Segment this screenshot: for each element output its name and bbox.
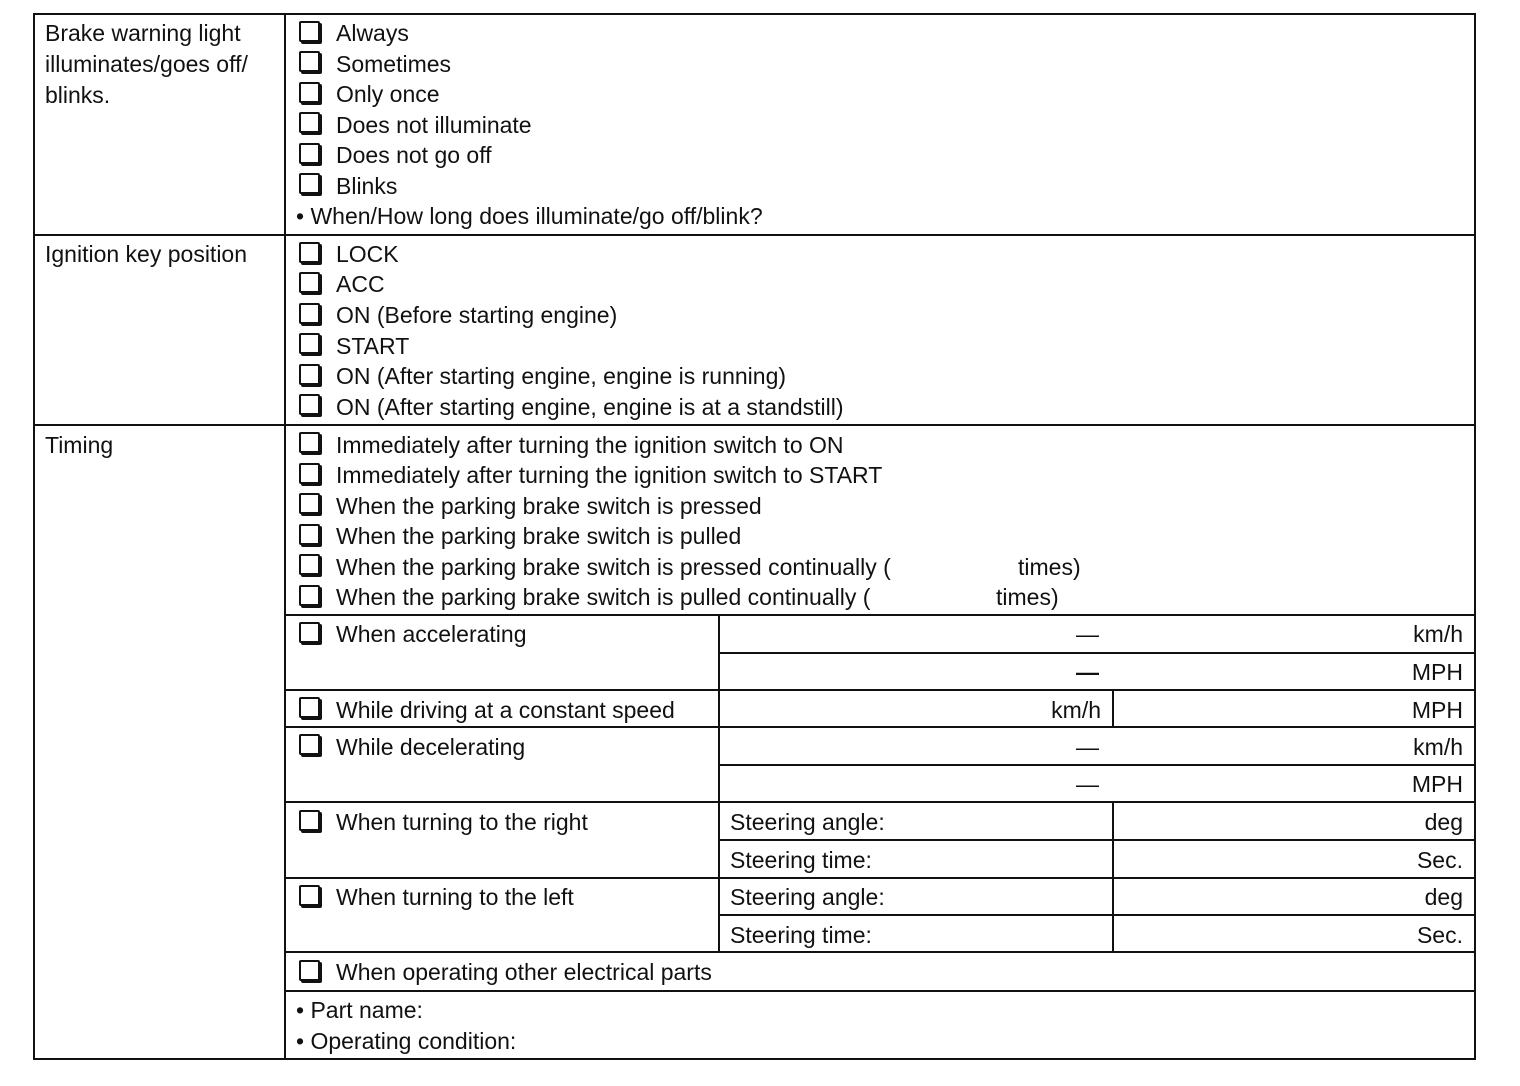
turning-left-label: When turning to the left — [336, 884, 574, 910]
checkbox-turning-right[interactable] — [299, 810, 320, 831]
turning-right-time-label: Steering time: — [730, 847, 872, 873]
brake-light-note: • When/How long does illuminate/go off/blink? — [296, 203, 763, 229]
row-divider — [284, 726, 1476, 728]
turning-left-angle-unit: deg — [1424, 884, 1463, 910]
option-does-not-illuminate: Does not illuminate — [336, 112, 532, 138]
decelerating-mph-dash: — — [1076, 771, 1099, 797]
checkbox-decelerating[interactable] — [299, 734, 320, 755]
checkbox-start[interactable] — [299, 333, 320, 354]
checkbox-on-engine-running[interactable] — [299, 364, 320, 385]
option-parking-brake-pressed: When the parking brake switch is pressed — [336, 493, 762, 519]
checkbox-acc[interactable] — [299, 272, 320, 293]
checkbox-on-engine-standstill[interactable] — [299, 394, 320, 415]
checkbox-parking-brake-pressed[interactable] — [299, 493, 320, 514]
checkbox-on-before-start[interactable] — [299, 303, 320, 324]
constant-speed-mph-unit: MPH — [1411, 697, 1463, 723]
option-only-once: Only once — [336, 81, 440, 107]
accelerating-label: When accelerating — [336, 621, 527, 647]
turning-right-angle-label: Steering angle: — [730, 809, 885, 835]
option-always: Always — [336, 20, 409, 46]
turning-right-label: When turning to the right — [336, 809, 588, 835]
other-electrical-parts-label: When operating other electrical parts — [336, 959, 712, 985]
option-parking-brake-pulled: When the parking brake switch is pulled — [336, 523, 742, 549]
option-lock: LOCK — [336, 241, 399, 267]
row-divider — [284, 689, 1476, 691]
accelerating-mph-dash: — — [1076, 659, 1099, 685]
option-acc: ACC — [336, 271, 385, 297]
option-sometimes: Sometimes — [336, 51, 452, 77]
times-label-pressed: times) — [1018, 554, 1081, 580]
column-divider — [1112, 689, 1114, 727]
row-divider — [284, 951, 1476, 953]
checkbox-after-ignition-start[interactable] — [299, 463, 320, 484]
checkbox-does-not-illuminate[interactable] — [299, 112, 320, 133]
decelerating-kmh-unit: km/h — [1413, 734, 1463, 760]
column-divider — [284, 13, 286, 1060]
constant-speed-label: While driving at a constant speed — [336, 697, 675, 723]
checkbox-parking-brake-pulled[interactable] — [299, 524, 320, 545]
constant-speed-kmh-unit: km/h — [1051, 697, 1101, 723]
option-on-engine-running: ON (After starting engine, engine is running) — [336, 363, 787, 389]
row-divider — [284, 801, 1476, 803]
checkbox-constant-speed[interactable] — [299, 697, 320, 718]
ignition-label: Ignition key position — [45, 241, 248, 267]
accelerating-mph-unit: MPH — [1411, 659, 1463, 685]
option-does-not-go-off: Does not go off — [336, 142, 492, 168]
option-blinks: Blinks — [336, 173, 398, 199]
checkbox-blinks[interactable] — [299, 173, 320, 194]
turning-right-angle-unit: deg — [1424, 809, 1463, 835]
row-divider — [284, 614, 1476, 616]
option-after-ignition-start: Immediately after turning the ignition switch to START — [336, 462, 883, 488]
row-divider — [33, 234, 1476, 236]
checkbox-always[interactable] — [299, 21, 320, 42]
brake-light-label-line-2: illuminates/goes off/ — [45, 51, 248, 77]
turning-right-time-unit: Sec. — [1416, 847, 1463, 873]
checkbox-lock[interactable] — [299, 242, 320, 263]
row-divider — [718, 652, 1476, 654]
checkbox-other-electrical-parts[interactable] — [299, 960, 320, 981]
option-on-engine-standstill: ON (After starting engine, engine is at a standstill) — [336, 394, 844, 420]
option-parking-brake-pressed-continually: When the parking brake switch is pressed continually ( — [336, 554, 891, 580]
option-after-ignition-on: Immediately after turning the ignition switch to ON — [336, 432, 844, 458]
row-divider — [284, 877, 1476, 879]
turning-left-time-unit: Sec. — [1416, 922, 1463, 948]
row-divider — [718, 914, 1476, 916]
checkbox-after-ignition-on[interactable] — [299, 432, 320, 453]
checkbox-does-not-go-off[interactable] — [299, 143, 320, 164]
operating-condition-field: • Operating condition: — [296, 1028, 517, 1054]
decelerating-label: While decelerating — [336, 734, 526, 760]
checkbox-parking-brake-pressed-continually[interactable] — [299, 554, 320, 575]
checkbox-parking-brake-pulled-continually[interactable] — [299, 585, 320, 606]
accelerating-kmh-unit: km/h — [1413, 621, 1463, 647]
column-divider — [1112, 801, 1114, 953]
turning-left-time-label: Steering time: — [730, 922, 872, 948]
timing-label: Timing — [45, 432, 114, 458]
turning-left-angle-label: Steering angle: — [730, 884, 885, 910]
brake-light-label-line-1: Brake warning light — [45, 20, 241, 46]
row-divider — [718, 839, 1476, 841]
option-start: START — [336, 333, 410, 359]
option-on-before-start: ON (Before starting engine) — [336, 302, 618, 328]
checkbox-turning-left[interactable] — [299, 885, 320, 906]
times-label-pulled: times) — [996, 584, 1059, 610]
option-parking-brake-pulled-continually: When the parking brake switch is pulled continually ( — [336, 584, 871, 610]
decelerating-kmh-dash: — — [1076, 734, 1099, 760]
accelerating-kmh-dash: — — [1076, 621, 1099, 647]
part-name-field: • Part name: — [296, 997, 423, 1023]
brake-light-label-line-3: blinks. — [45, 82, 111, 108]
row-divider — [33, 424, 1476, 426]
checkbox-sometimes[interactable] — [299, 51, 320, 72]
row-divider — [718, 764, 1476, 766]
decelerating-mph-unit: MPH — [1411, 771, 1463, 797]
checkbox-accelerating[interactable] — [299, 622, 320, 643]
checkbox-only-once[interactable] — [299, 82, 320, 103]
row-divider — [284, 990, 1476, 992]
column-divider — [718, 614, 720, 953]
